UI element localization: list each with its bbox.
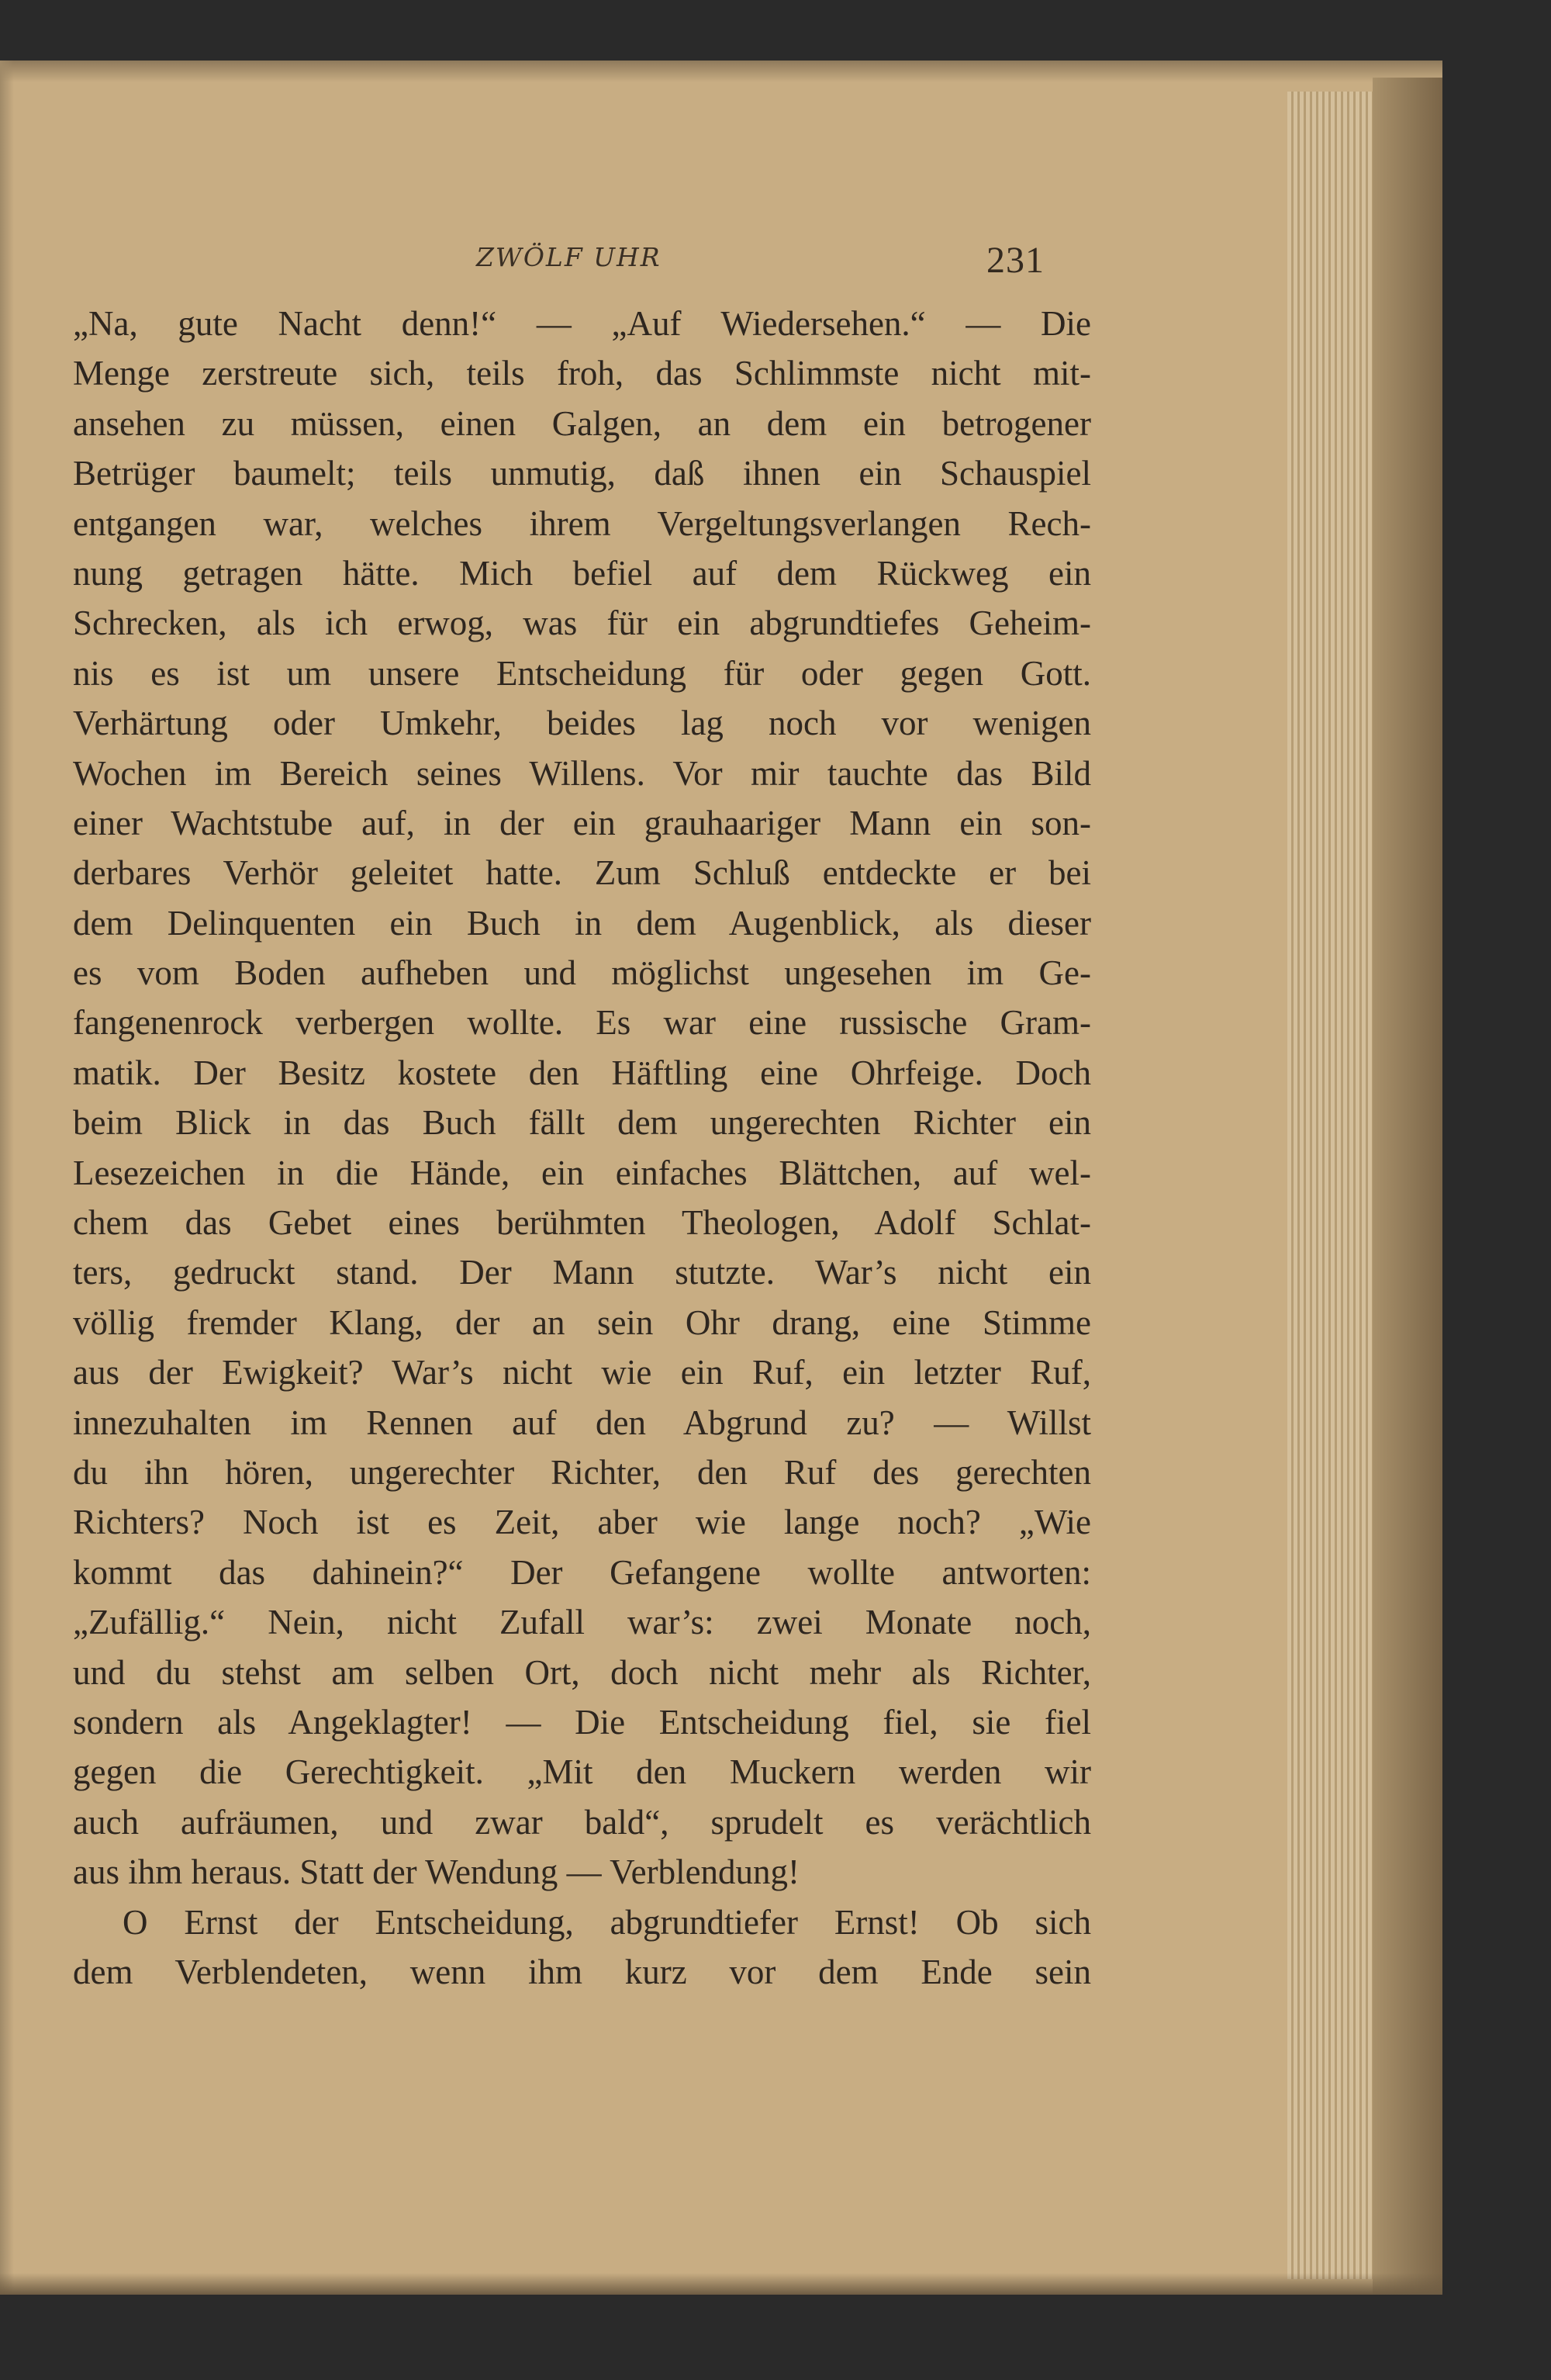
text-line: Richters? Noch ist es Zeit, aber wie lange noch? „Wie	[73, 1503, 1091, 1542]
text-line: es vom Boden aufheben und möglichst ungesehen im Ge-	[73, 953, 1091, 993]
text-line: nung getragen hätte. Mich befiel auf dem Rückweg ein	[73, 553, 1091, 593]
text-line: auch aufräumen, und zwar bald“, sprudelt es verächtlich	[73, 1802, 1091, 1842]
text-line: derbares Verhör geleitet hatte. Zum Schluß entdeckte er bei	[73, 853, 1091, 893]
text-line: „Zufällig.“ Nein, nicht Zufall war’s: zwei Monate noch,	[73, 1603, 1091, 1642]
text-line: dem Delinquenten ein Buch in dem Augenblick, als dieser	[73, 903, 1091, 943]
running-head: ZWÖLF UHR	[476, 242, 662, 272]
text-line: aus der Ewigkeit? War’s nicht wie ein Ruf, ein letzter Ruf,	[73, 1353, 1091, 1392]
text-line: Lesezeichen in die Hände, ein einfaches Blättchen, auf wel-	[73, 1153, 1091, 1192]
book-cover-edge	[1373, 78, 1442, 2295]
text-line: sondern als Angeklagter! — Die Entscheidung fiel, sie fiel	[73, 1702, 1091, 1742]
text-line: und du stehst am selben Ort, doch nicht mehr als Richter,	[73, 1652, 1091, 1692]
text-line: ters, gedruckt stand. Der Mann stutzte. War’s nicht ein	[73, 1253, 1091, 1292]
text-line: dem Verblendeten, wenn ihm kurz vor dem Ende sein	[73, 1952, 1091, 1991]
text-line: entgangen war, welches ihrem Vergeltungsverlangen Rech-	[73, 503, 1091, 543]
text-line: „Na, gute Nacht denn!“ — „Auf Wiedersehen.“ — Die	[73, 304, 1091, 343]
text-line: O Ernst der Entscheidung, abgrundtiefer Ernst! Ob sich	[123, 1902, 1091, 1942]
text-line: kommt das dahinein?“ Der Gefangene wollte antworten:	[73, 1552, 1091, 1592]
text-line: matik. Der Besitz kostete den Häftling eine Ohrfeige. Doch	[73, 1053, 1091, 1092]
text-line: innezuhalten im Rennen auf den Abgrund zu? — Willst	[73, 1403, 1091, 1442]
text-line: beim Blick in das Buch fällt dem ungerechten Richter ein	[73, 1103, 1091, 1143]
body-text	[73, 299, 1091, 1997]
page-number: 231	[986, 240, 1045, 281]
page-bottom-edge	[0, 2273, 1442, 2295]
text-line: nis es ist um unsere Entscheidung für oder gegen Gott.	[73, 653, 1091, 693]
text-line: einer Wachtstube auf, in der ein grauhaariger Mann ein son-	[73, 803, 1091, 842]
page-gutter-shadow	[0, 61, 14, 2295]
text-line: Menge zerstreute sich, teils froh, das Schlimmste nicht mit-	[73, 354, 1091, 393]
text-line: völlig fremder Klang, der an sein Ohr drang, eine Stimme	[73, 1302, 1091, 1342]
text-line: aus ihm heraus. Statt der Wendung — Verblendung!	[73, 1852, 800, 1892]
text-line: Schrecken, als ich erwog, was für ein abgrundtiefes Geheim-	[73, 604, 1091, 643]
text-line: fangenenrock verbergen wollte. Es war eine russische Gram-	[73, 1003, 1091, 1043]
text-line: ansehen zu müssen, einen Galgen, an dem ein betrogener	[73, 403, 1091, 443]
text-line: Wochen im Bereich seines Willens. Vor mir tauchte das Bild	[73, 753, 1091, 793]
text-line: Verhärtung oder Umkehr, beides lag noch vor wenigen	[73, 704, 1091, 743]
page-fore-edge	[1287, 92, 1373, 2279]
text-line: gegen die Gerechtigkeit. „Mit den Muckern werden wir	[73, 1752, 1091, 1792]
text-line: du ihn hören, ungerechter Richter, den Ruf des gerechten	[73, 1452, 1091, 1492]
page-top-shadow	[0, 61, 1442, 82]
text-line: Betrüger baumelt; teils unmutig, daß ihnen ein Schauspiel	[73, 454, 1091, 493]
text-line: chem das Gebet eines berühmten Theologen, Adolf Schlat-	[73, 1203, 1091, 1243]
